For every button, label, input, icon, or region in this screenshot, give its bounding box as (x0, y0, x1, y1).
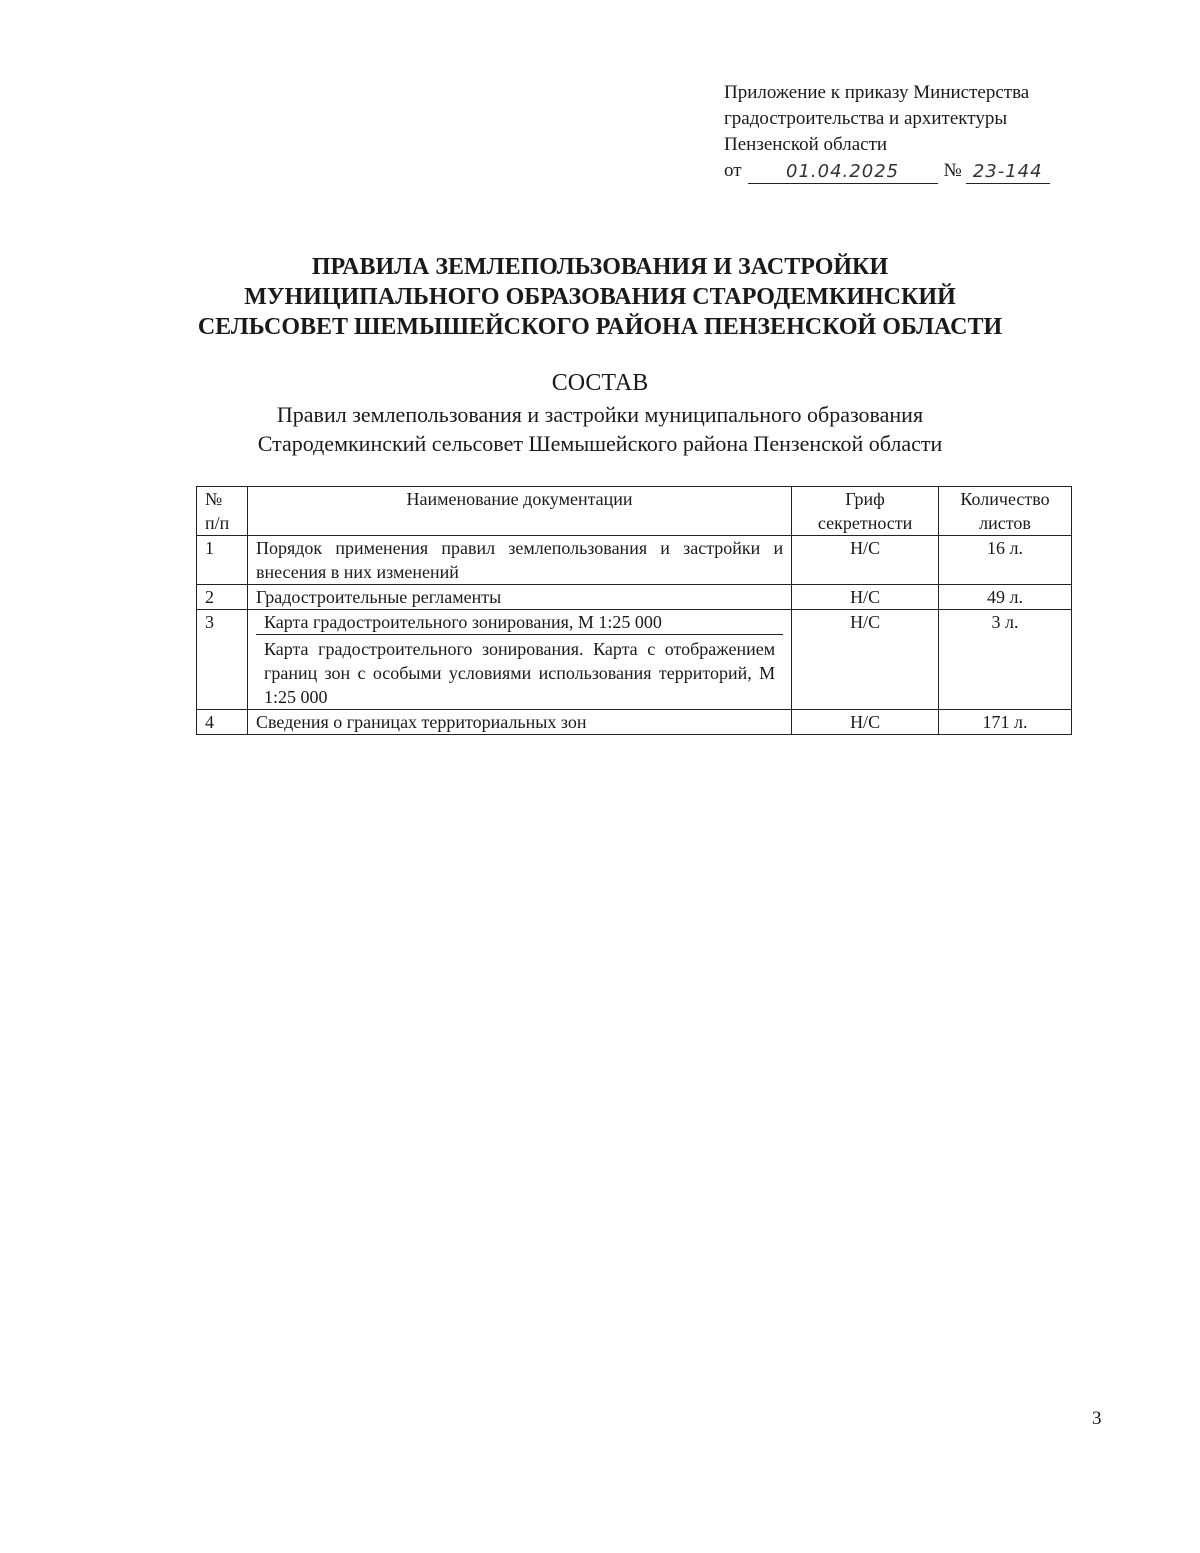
title-line: МУНИЦИПАЛЬНОГО ОБРАЗОВАНИЯ СТАРОДЕМКИНСКИЙ (244, 284, 956, 310)
annex-line: градостроительства и архитектуры (724, 108, 1008, 129)
table-header-row (197, 487, 1072, 536)
composition-heading: СОСТАВ (551, 370, 649, 396)
row-grif: Н/С (792, 585, 939, 610)
title-line: СЕЛЬСОВЕТ ШЕМЫШЕЙСКОГО РАЙОНА ПЕНЗЕНСКОЙ ОБЛАСТИ (197, 314, 1003, 340)
table-row (197, 610, 1072, 710)
page-number: 3 (1092, 1408, 1102, 1429)
row-num: 2 (197, 585, 248, 610)
row-name-part: Карта градостроительного зонирования, М 1:25 000 (263, 612, 662, 632)
annex-block (724, 80, 1124, 184)
row-name: Градостроительные регламенты (247, 585, 791, 610)
table-row (197, 536, 1072, 585)
row-name: Порядок применения правил землепользования и застройки и внесения в них изменений (247, 536, 791, 585)
annex-line: Приложение к приказу Министерства (724, 82, 1030, 103)
row-num: 1 (197, 536, 248, 585)
annex-line: Пензенской области (724, 134, 888, 155)
row-count: 171 л. (939, 710, 1072, 735)
header-name: Наименование документации (247, 487, 791, 536)
row-count: 49 л. (939, 585, 1072, 610)
row-name-split (247, 610, 791, 710)
description-line: Правил землепользования и застройки муниципального образования (276, 402, 924, 427)
row-name: Сведения о границах территориальных зон (247, 710, 791, 735)
header-count: Количество листов (939, 487, 1072, 536)
row-num: 4 (197, 710, 248, 735)
table-row (197, 710, 1072, 735)
row-name-part: Карта градостроительного зонирования. Карта с отображением границ зон с особыми условиями использования территорий, М 1:25 000 (256, 634, 783, 709)
row-num: 3 (197, 610, 248, 710)
row-grif: Н/С (792, 536, 939, 585)
table-row (197, 585, 1072, 610)
title-line: ПРАВИЛА ЗЕМЛЕПОЛЬЗОВАНИЯ И ЗАСТРОЙКИ (311, 254, 889, 280)
handwritten-number: 23-144 (966, 161, 1050, 184)
header-grif: Гриф секретности (792, 487, 939, 536)
row-grif: Н/С (792, 610, 939, 710)
row-count: 3 л. (939, 610, 1072, 710)
row-grif: Н/С (792, 710, 939, 735)
contents-table (196, 486, 1072, 735)
annex-date-row (724, 158, 1124, 184)
number-prefix: № (943, 160, 962, 181)
header-num: № п/п (197, 487, 248, 536)
handwritten-date: 01.04.2025 (748, 161, 938, 184)
date-prefix: от (724, 160, 742, 181)
composition-description (150, 400, 1050, 458)
document-title (150, 252, 1050, 342)
row-count: 16 л. (939, 536, 1072, 585)
description-line: Стародемкинский сельсовет Шемышейского района Пензенской области (257, 431, 943, 456)
